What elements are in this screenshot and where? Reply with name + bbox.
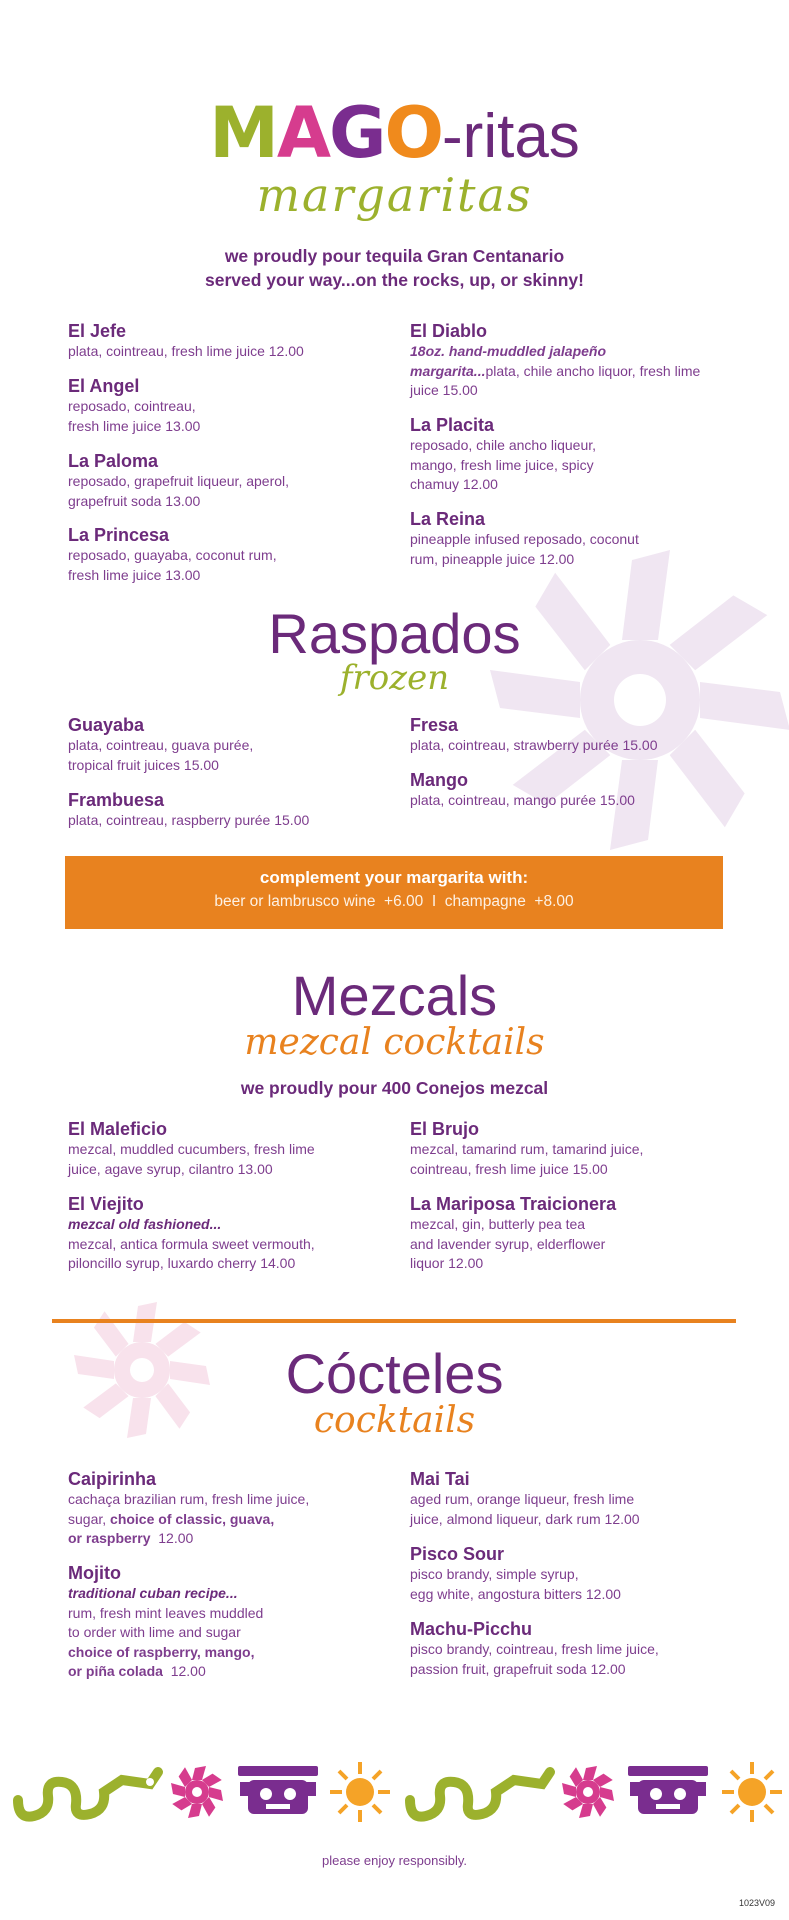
menu-item-pisco-sour [410, 1543, 730, 1604]
raspados-title: Raspados [268, 602, 521, 665]
item-description: mezcal, gin, butterly pea tea and lavender syrup, elderflower liquor 12.00 [410, 1216, 606, 1271]
item-description: mezcal, muddled cucumbers, fresh lime juice, agave syrup, cilantro 13.00 [68, 1141, 315, 1177]
menu-item-la-placita [410, 414, 730, 495]
item-name: Guayaba [68, 715, 145, 735]
desc-line: rum, fresh mint leaves muddled [68, 1604, 264, 1621]
tagline-line-1: we proudly pour tequila Gran Centanario [224, 246, 565, 266]
item-name: Mango [410, 770, 468, 790]
mezcals-subtitle: mezcal cocktails [244, 1022, 545, 1063]
item-name: El Angel [68, 376, 140, 396]
item-highlight: mezcal old fashioned... [68, 1216, 222, 1232]
desc-line [68, 1643, 398, 1663]
aztec-mask-icon [238, 1766, 318, 1814]
menu-item-fresa [410, 714, 730, 756]
item-description: reposado, guayaba, coconut rum, fresh lime juice 13.00 [68, 547, 277, 583]
item-price: 12.00 [162, 1663, 206, 1679]
menu-item-la-paloma [68, 450, 388, 511]
item-description: pisco brandy, cointreau, fresh lime juice, passion fruit, grapefruit soda 12.00 [410, 1641, 659, 1677]
item-price: 12.00 [150, 1530, 194, 1546]
menu-item-machu-picchu [410, 1618, 740, 1679]
menu-item-el-angel [68, 375, 388, 436]
menu-item-caipirinha [68, 1468, 398, 1549]
logo-letter-o: O [384, 92, 443, 174]
menu-item-la-princesa [68, 524, 388, 585]
item-highlight: 18oz. hand-muddled jalapeño margarita... [410, 343, 607, 379]
menu-item-el-brujo [410, 1118, 730, 1179]
item-description: mezcal, antica formula sweet vermouth, piloncillo syrup, luxardo cherry 14.00 [68, 1235, 315, 1271]
complement-banner [65, 856, 723, 929]
item-name: La Reina [410, 509, 486, 529]
menu-item-la-mariposa-traicionera [410, 1193, 730, 1274]
desc-line [68, 1662, 398, 1682]
item-name: La Paloma [68, 451, 159, 471]
desc-bold: or piña colada [68, 1663, 163, 1679]
menu-item-mojito [68, 1562, 398, 1682]
item-description [410, 342, 710, 401]
item-description [68, 1604, 398, 1682]
item-name: El Brujo [410, 1119, 480, 1139]
raspados-subtitle: frozen [339, 658, 450, 698]
cocteles-title: Cócteles [285, 1342, 504, 1405]
item-name: El Viejito [68, 1194, 144, 1214]
mago-ritas-logo [0, 92, 789, 174]
item-name: La Princesa [68, 525, 170, 545]
item-name: Caipirinha [68, 1469, 157, 1489]
item-name: La Placita [410, 415, 495, 435]
menu-item-mai-tai [410, 1468, 730, 1529]
responsibility-note: please enjoy responsibly. [321, 1853, 467, 1868]
mezcals-tagline: we proudly pour 400 Conejos mezcal [240, 1078, 549, 1098]
menu-code: 1023V09 [738, 1898, 775, 1908]
aztec-mask-icon [628, 1766, 708, 1814]
footer-decorative-border [0, 1752, 789, 1832]
item-name: Frambuesa [68, 790, 165, 810]
item-highlight: traditional cuban recipe... [68, 1585, 238, 1601]
item-description: plata, cointreau, raspberry purée 15.00 [68, 812, 310, 828]
item-description-text: plata, chile ancho liquor, fresh lime juice 15.00 [410, 362, 701, 398]
item-description: reposado, cointreau, fresh lime juice 13.00 [68, 398, 201, 434]
pink-sun-icon [171, 1766, 223, 1818]
menu-item-mango [410, 769, 730, 811]
item-description: plata, cointreau, guava purée, tropical fruit juices 15.00 [68, 737, 254, 773]
desc-bold: choice of classic, guava, [110, 1510, 275, 1527]
item-name: El Jefe [68, 321, 127, 341]
cocteles-subtitle: cocktails [313, 1400, 476, 1441]
desc-line [68, 1529, 398, 1549]
mezcals-title: Mezcals [291, 964, 498, 1027]
logo-letter-a: A [276, 92, 330, 174]
desc-bold: or raspberry [68, 1530, 151, 1546]
serpent-icon [18, 1772, 158, 1817]
menu-item-la-reina [410, 508, 730, 569]
menu-item-el-maleficio [68, 1118, 388, 1179]
desc-text: sugar, [68, 1510, 111, 1527]
orange-sun-icon [330, 1762, 390, 1822]
item-name: La Mariposa Traicionera [410, 1194, 617, 1214]
item-name: Mai Tai [410, 1469, 470, 1489]
item-name: El Diablo [410, 321, 488, 341]
item-name: El Maleficio [68, 1119, 168, 1139]
header-tagline [0, 244, 789, 292]
margaritas-script-subtitle: margaritas [256, 168, 533, 222]
item-description: aged rum, orange liqueur, fresh lime juice, almond liqueur, dark rum 12.00 [410, 1491, 640, 1527]
logo-suffix: -ritas [442, 102, 580, 171]
item-description: reposado, grapefruit liqueur, aperol, grapefruit soda 13.00 [68, 473, 290, 509]
item-name: Machu-Picchu [410, 1619, 533, 1639]
item-name: Fresa [410, 715, 459, 735]
item-description: pisco brandy, simple syrup, egg white, angostura bitters 12.00 [410, 1566, 621, 1602]
orange-sun-icon [722, 1762, 782, 1822]
menu-item-frambuesa [68, 789, 388, 831]
item-description: plata, cointreau, mango purée 15.00 [410, 792, 635, 808]
item-description: pineapple infused reposado, coconut rum, pineapple juice 12.00 [410, 531, 639, 567]
desc-bold: choice of raspberry, mango, [68, 1643, 255, 1660]
logo-letter-g: G [329, 92, 385, 174]
item-name: Pisco Sour [410, 1544, 505, 1564]
menu-item-el-diablo [410, 320, 710, 401]
item-description [68, 1490, 398, 1549]
menu-item-el-jefe [68, 320, 388, 362]
complement-title: complement your margarita with: [259, 868, 529, 887]
item-description: plata, cointreau, fresh lime juice 12.00 [68, 343, 304, 359]
complement-options: beer or lambrusco wine +6.00 I champagne +8.00 [214, 893, 574, 910]
tagline-line-2: served your way...on the rocks, up, or skinny! [205, 270, 584, 290]
desc-line: to order with lime and sugar [68, 1624, 241, 1640]
item-name: Mojito [68, 1563, 121, 1583]
logo-letter-m: M [209, 92, 277, 174]
item-description: mezcal, tamarind rum, tamarind juice, cointreau, fresh lime juice 15.00 [410, 1141, 644, 1177]
serpent-icon [410, 1772, 550, 1817]
item-description: reposado, chile ancho liqueur, mango, fresh lime juice, spicy chamuy 12.00 [410, 437, 597, 492]
background-sun-icon [480, 540, 789, 860]
desc-line [68, 1510, 398, 1530]
desc-line: cachaça brazilian rum, fresh lime juice, [68, 1491, 310, 1507]
pink-sun-icon [562, 1766, 614, 1818]
section-divider [52, 1319, 736, 1323]
menu-item-guayaba [68, 714, 388, 775]
item-description: plata, cointreau, strawberry purée 15.00 [410, 737, 658, 753]
menu-item-el-viejito [68, 1193, 388, 1274]
